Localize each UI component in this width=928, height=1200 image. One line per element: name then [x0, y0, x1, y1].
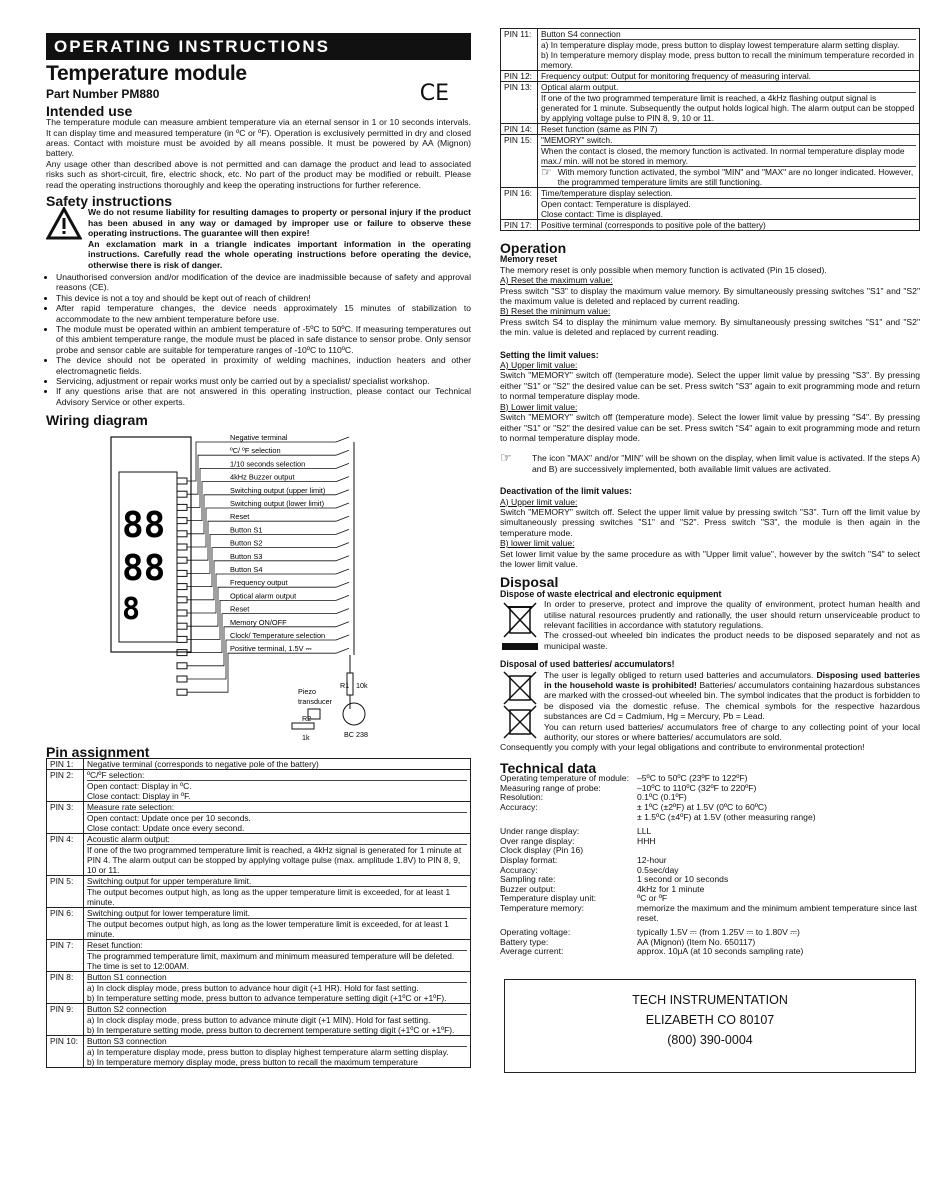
- tech-value: 0.5sec/day: [637, 864, 679, 875]
- pin-number: PIN 14:: [501, 124, 538, 135]
- disposal-closing: Consequently you comply with your legal obligations and contribute to environmental protection!: [500, 742, 865, 753]
- pin-line: Button S2 connection: [87, 1004, 467, 1015]
- deact-lower-title: B) lower limit value:: [500, 538, 575, 549]
- pin-description: [538, 124, 920, 135]
- pin-description: [538, 82, 920, 124]
- pin-line: a) In clock display mode, press button to advance hour digit (+1 HR). Hold for fast setting. b) In temperature setting mode, press button to advance temperature setting digit (+1ºC or +1ºF).: [87, 983, 447, 1003]
- r1-value: 10k: [356, 680, 368, 690]
- tech-label: Under range display:: [500, 826, 580, 837]
- pin-number: PIN 1:: [47, 759, 84, 770]
- pin-line: Acoustic alarm output:: [87, 834, 467, 845]
- tech-value: HHH: [637, 835, 656, 846]
- pin-row: [47, 940, 471, 972]
- pin-line: Open contact: Update once per 10 seconds. Close contact: Update once every second.: [87, 813, 251, 833]
- safety-item: • Unauthorised conversion and/or modification of the device are inadmissible because of safety and approval reasons (CE).: [56, 272, 471, 293]
- pin-line: Switching output for upper temperature limit.: [87, 876, 467, 887]
- crossed-bin-icon: [500, 599, 540, 651]
- tech-value: approx. 10µA (at 10 seconds sampling rate): [637, 946, 804, 957]
- pin-line: Positive terminal (corresponds to positive pole of the battery): [541, 220, 766, 230]
- technical-heading: Technical data: [500, 759, 597, 776]
- pin-number: PIN 13:: [501, 82, 538, 124]
- switch: [336, 489, 349, 494]
- address-line-3: (800) 390-0004: [667, 1032, 753, 1047]
- wiring-label: Button S1: [230, 524, 263, 534]
- limit-note: [500, 450, 920, 474]
- weee-text-1: In order to preserve, protect and improve the quality of environment, protect human health and utilise natural resources prudently and rationally, the user should return unserviceable product to relevant facilities in accordance with statutory regulations.: [544, 599, 920, 630]
- safety-warning-1: We do not resume liability for resulting damages to property or personal injury if the product has been abused in any way or damaged by improper use or failure to observe these operating instructions. The guarantee will then expire!: [88, 207, 471, 239]
- deact-upper-title: A) Upper limit value:: [500, 496, 578, 507]
- battery-text-1: The user is legally obliged to return used batteries and accumulators.: [544, 669, 814, 680]
- weee-text-2: The crossed-out wheeled bin indicates the product needs to be disposed separately and not as municipal waste.: [544, 630, 920, 651]
- wiring-label: Button S2: [230, 538, 263, 548]
- pin-line: Reset function (same as PIN 7): [541, 124, 658, 134]
- tech-value: memorize the maximum and the minimum ambient temperature since last reset.: [637, 903, 917, 923]
- battery-text-1b: Disposing used batteries in the household waste is prohibited!: [544, 669, 920, 691]
- pin-number: PIN 8:: [47, 972, 84, 1004]
- safety-warning-2: An exclamation mark in a triangle indicates important information in the operating instructions. Carefully read the whole operating instructions before operating the device, otherwise there is risk of danger.: [88, 238, 471, 270]
- pin-row: [47, 908, 471, 940]
- upper-limit-title: A) Upper limit value:: [500, 360, 578, 371]
- technical-table: [500, 774, 920, 957]
- right-column: [500, 0, 920, 1073]
- pin-description: [84, 972, 471, 1004]
- pin-number: PIN 12:: [501, 71, 538, 82]
- pin-number: PIN 9:: [47, 1004, 84, 1036]
- ce-mark-icon: CE: [419, 81, 449, 107]
- switch: [336, 621, 349, 626]
- switch: [336, 569, 349, 574]
- page-title: Temperature module: [46, 62, 247, 85]
- tech-value: LLL: [637, 826, 652, 837]
- crossed-bin-battery-icon: [500, 670, 540, 740]
- r2-label: R2: [302, 713, 312, 723]
- display-digits-1: 88: [122, 504, 166, 546]
- tech-label: Temperature display unit:: [500, 893, 597, 904]
- tech-label: Operating temperature of module:: [500, 773, 629, 784]
- disposal-heading: Disposal: [500, 574, 559, 591]
- warning-triangle-icon: [46, 207, 82, 241]
- tech-label: Battery type:: [500, 936, 549, 947]
- safety-heading: Safety instructions: [46, 193, 173, 210]
- module-pin: [177, 504, 187, 510]
- reset-max-text: Press switch "S3" to display the maximum value memory. By simultaneously pressing switches "S1" and "S2" the maximum value is deleted and replaced by current reading.: [500, 285, 920, 307]
- pin-number: PIN 16:: [501, 188, 538, 220]
- pin-line: Negative terminal (corresponds to negative pole of the battery): [87, 759, 319, 769]
- switch: [336, 582, 349, 587]
- wiring-label: Optical alarm output: [230, 590, 297, 600]
- pin-line: ºC/ºF selection:: [87, 770, 467, 781]
- pin-description: [84, 876, 471, 908]
- pin-number: PIN 7:: [47, 940, 84, 972]
- switch: [336, 450, 349, 455]
- module-pin: [177, 530, 187, 536]
- wiring-label: Negative terminal: [230, 432, 288, 442]
- pin-description: [538, 220, 920, 231]
- pin-description: [538, 188, 920, 220]
- pin-description: [84, 770, 471, 802]
- switch: [336, 476, 349, 481]
- pin-number: PIN 17:: [501, 220, 538, 231]
- switch: [336, 463, 349, 468]
- pin-line: Optical alarm output.: [541, 82, 916, 93]
- module-pin: [177, 610, 187, 616]
- module-pin: [177, 662, 187, 668]
- wiring-label: 4kHz Buzzer output: [230, 472, 295, 482]
- pin-row: [47, 802, 471, 834]
- tech-value: AA (Mignon) (Item No. 650117): [637, 936, 756, 947]
- tech-value: ± 1ºC (±2ºF) at 1.5V (0ºC to 60ºC): [637, 802, 767, 813]
- memory-intro: The memory reset is only possible when memory function is activated (Pin 15 closed).: [500, 264, 827, 275]
- safety-item: • If any questions arise that are not answered in this operating instruction, please contact our Technical Advisory Service or other experts.: [56, 386, 471, 407]
- intended-use-para-1: The temperature module can measure ambient temperature via an eternal sensor in 1 or 10 seconds intervals. It can display time and measured temperature (in ºC or ºF). Operation is exclusively permitted in dry and closed areas. Contact with moisture must be avoided by all means possible. It must be powered by AA (Mignon) battery.: [46, 117, 471, 159]
- pin-row: [47, 1036, 471, 1068]
- pin-description: [84, 908, 471, 940]
- tech-label: Sampling rate:: [500, 874, 556, 885]
- pin-description: [84, 834, 471, 876]
- pin-description: [84, 1036, 471, 1068]
- pin-line: Reset function:: [87, 940, 467, 951]
- limit-note-text: The icon "MAX" and/or "MIN" will be shown on the display, when limit value is activated. If the steps A) and B) are successively implemented, both available limit values are activated.: [532, 453, 920, 474]
- pin-row: [501, 71, 920, 82]
- pin-line: Measure rate selection:: [87, 802, 467, 813]
- tech-value: 12-hour: [637, 855, 667, 866]
- tech-label: Accuracy:: [500, 864, 538, 875]
- pin-row: [501, 29, 920, 71]
- address-box: [504, 979, 916, 1073]
- pin-line: The output becomes output high, as long as the lower temperature limit is exceeded, for at least 1 minute.: [87, 919, 449, 939]
- switch: [336, 648, 349, 653]
- switch: [336, 608, 349, 613]
- tech-label: Over range display:: [500, 835, 575, 846]
- pin-description: [538, 29, 920, 71]
- tech-label: Accuracy:: [500, 802, 538, 813]
- module-pin: [177, 517, 187, 523]
- pin-row: [47, 759, 471, 770]
- pointing-hand-icon: ☞: [541, 165, 552, 179]
- lower-limit-text: Switch "MEMORY" switch off (temperature mode). Select the lower limit value by pressing "S4". By pressing either "S1" or "S2" the desired value can be set. Press switch "S4" again to exit programming mode and return to normal temperature display mode.: [500, 412, 920, 443]
- tech-value: 1 second or 10 seconds: [637, 874, 729, 885]
- switch: [336, 635, 349, 640]
- weee-heading: Dispose of waste electrical and electronic equipment: [500, 588, 722, 599]
- transducer-label: transducer: [298, 696, 332, 706]
- pin-line: If one of the two programmed temperature limit is reached, a 4kHz signal is generated for 1 minute at PIN 4. The alarm output can be stopped by applying voltage pulse (max. amplitude 1.8V) to PIN 8, 9, 10 or 11.: [87, 845, 462, 875]
- safety-warning: [46, 207, 471, 269]
- switch: [336, 516, 349, 521]
- pin-number: PIN 4:: [47, 834, 84, 876]
- intended-use-para-2: Any usage other than described above is not permitted and can damage the product and lead to associated risks such as short-circuit, fire, electric shock, etc. No part of the product may be modified or rebuilt. Please read the operating instructions thoroughly and keep the operating instructions for further reference.: [46, 158, 471, 190]
- tech-value: –10ºC to 110ºC (32ºF to 220ºF): [637, 782, 757, 793]
- pin-row: [47, 770, 471, 802]
- safety-list: [46, 272, 471, 407]
- pin-table-left: [46, 758, 471, 1068]
- tech-label: [500, 813, 633, 828]
- tech-value: [637, 846, 920, 856]
- wiring-label: Frequency output: [230, 577, 288, 587]
- lower-limit-title: B) Lower limit value:: [500, 401, 578, 412]
- safety-item: • After rapid temperature changes, the device needs approximately 15 minutes of stabilization to accommodate to the new ambient temperature before use.: [56, 303, 471, 324]
- wiring-label: Button S3: [230, 551, 263, 561]
- display-digits-2: 88: [122, 547, 166, 589]
- r2-value: 1k: [302, 732, 310, 742]
- pin-line: The programmed temperature limit, maximum and minimum measured temperature will be deleted. The time is set to 12:00AM.: [87, 951, 455, 971]
- module-pin: [177, 478, 187, 484]
- pin-line: Frequency output: Output for monitoring frequency of measuring interval.: [541, 71, 812, 81]
- pin-assignment-heading: Pin assignment: [46, 743, 150, 760]
- tech-label: Buzzer output:: [500, 883, 556, 894]
- pin-number: PIN 5:: [47, 876, 84, 908]
- operation-heading: Operation: [500, 240, 567, 256]
- tech-label: Display format:: [500, 855, 558, 866]
- pin-line: If one of the two programmed temperature limit is reached, a 4kHz flashing output signal is generated for 1 minute. Subsequently the output holds logical high. The alarm output can be stopped by applying voltage pulse to PIN 8, 9, 10 or 11.: [541, 93, 915, 123]
- upper-limit-text: Switch "MEMORY" switch off (temperature mode). Select the upper limit value by pressing "S3". By pressing either "S1" or "S2" the desired value can be set. Press switch "S3" again to exit programming mode and return to normal temperature display mode.: [500, 370, 920, 402]
- pin-description: [84, 1004, 471, 1036]
- wiring-label: ºC/ ºF selection: [230, 445, 281, 455]
- pin-note-text: With memory function activated, the symbol "MIN" and "MAX" are no longer indicated. However, the programmed temperature limits are still functioning.: [557, 167, 914, 187]
- wiring-diagram: [46, 427, 471, 745]
- tech-value: 4kHz for 1 minute: [637, 883, 705, 894]
- module-pin: [177, 596, 187, 602]
- pin-line: "MEMORY" switch.: [541, 135, 916, 146]
- transistor-label: BC 238: [344, 729, 368, 739]
- wiring-label: Positive terminal, 1.5V ⎓: [230, 643, 312, 653]
- pin-line: Open contact: Temperature is displayed. Close contact: Time is displayed.: [541, 199, 691, 219]
- pin-description: [84, 940, 471, 972]
- pin-line: a) In clock display mode, press button to advance minute digit (+1 MIN). Hold for fast setting. b) In temperature setting mode, press button to decrement temperature setting digit (+1ºC or +1ºF).: [87, 1015, 455, 1035]
- limits-heading: Setting the limit values:: [500, 349, 599, 360]
- pin-row: [501, 82, 920, 124]
- pointing-hand-icon: ☞: [500, 450, 512, 466]
- tech-label: Measuring range of probe:: [500, 782, 601, 793]
- switch: [336, 595, 349, 600]
- tech-label: Average current:: [500, 946, 564, 957]
- module-pin: [177, 636, 187, 642]
- switch: [336, 503, 349, 508]
- wiring-label: Switching output (lower limit): [230, 498, 325, 508]
- pin-row: [501, 220, 920, 231]
- switch: [336, 555, 349, 560]
- battery-text-2: Batteries/ accumulators containing hazardous substances are marked with the crossed-out wheeled bin. The symbol indicates that the product is forbidden to be disposed via the domestic refuse. The chemical symbols for the respective hazardous substances are Cd = Cadmium, Hg = Mercury, Pb = Lead.: [544, 680, 920, 722]
- battery-block: [500, 670, 920, 743]
- safety-item: • The device should not be operated in proximity of welding machines, induction heaters and other electromagnetic fields.: [56, 355, 471, 376]
- intended-use-heading: Intended use: [46, 102, 133, 119]
- pin-line: When the contact is closed, the memory function is activated. In normal temperature display mode max./ min. will not be stored in memory.: [541, 146, 916, 167]
- pin-line: a) In temperature display mode, press button to display highest temperature alarm setting display. b) In temperature memory display mode, press button to recall the maximum temperature: [87, 1047, 449, 1067]
- weee-block: [500, 599, 920, 651]
- pin-number: PIN 10:: [47, 1036, 84, 1068]
- battery-heading: Disposal of used batteries/ accumulators!: [500, 659, 675, 670]
- pin-number: PIN 2:: [47, 770, 84, 802]
- pin-line: a) In temperature display mode, press button to display lowest temperature alarm setting display. b) In temperature memory display mode, press button to recall the minimum temperature recorded in memory.: [541, 40, 914, 70]
- deactivation-heading: Deactivation of the limit values:: [500, 486, 632, 497]
- pin-number: PIN 6:: [47, 908, 84, 940]
- pin-note: [541, 167, 916, 187]
- memory-reset-heading: Memory reset: [500, 254, 558, 265]
- tech-label: Resolution:: [500, 792, 543, 803]
- wiring-label: Reset: [230, 511, 250, 521]
- pin-row: [501, 124, 920, 135]
- wiring-label: Clock/ Temperature selection: [230, 630, 326, 640]
- tech-value: –5ºC to 50ºC (23ºF to 122ºF): [637, 773, 748, 784]
- tech-label: Temperature memory:: [500, 903, 585, 913]
- deact-upper-text: Switch "MEMORY" switch off. Select the upper limit value by pressing switch "S3". Turn off the limit value by simultaneously pressing switches "S1" and "S2". Press switch "S3", the module is then again in the temperature mode.: [500, 506, 920, 538]
- wiring-heading: Wiring diagram: [46, 412, 148, 429]
- switch: [336, 542, 349, 547]
- wiring-label: Switching output (upper limit): [230, 485, 326, 495]
- pin-table-right: [500, 28, 920, 231]
- wiring-label: Button S4: [230, 564, 263, 574]
- battery-text-3: You can return used batteries/ accumulators free of charge to any collecting point of your local authority, our stores or where batteries/ accumulators are sold.: [544, 721, 920, 743]
- pin-line: Button S4 connection: [541, 29, 916, 40]
- module-pin: [177, 676, 187, 682]
- pin-row: [47, 1004, 471, 1036]
- piezo-label: Piezo: [298, 686, 316, 696]
- tech-value: 0.1ºC (0.1ºF): [637, 792, 687, 803]
- module-pin: [177, 623, 187, 629]
- tech-value: typically 1.5V ⎓ (from 1.25V ⎓ to 1.80V ⎓): [637, 927, 800, 938]
- pin-line: Switching output for lower temperature limit.: [87, 908, 467, 919]
- pin-line: Button S3 connection: [87, 1036, 467, 1047]
- module-pin: [177, 583, 187, 589]
- reset-min-text: Press switch S4 to display the minimum value memory. By simultaneously pressing switches "S1" and "S2" the min. value is deleted and replaced by current reading.: [500, 316, 920, 338]
- deact-lower-text: Set lower limit value by the same procedure as with "Upper limit value", however by the switch "S4" to select the lower limit value.: [500, 548, 920, 569]
- safety-item: • This device is not a toy and should be kept out of reach of children!: [56, 293, 471, 303]
- pin-line: The output becomes output high, as long as the upper temperature limit is exceeded, for at least 1 minute.: [87, 887, 451, 907]
- banner: OPERATING INSTRUCTIONS: [46, 33, 471, 60]
- wiring-label: 1/10 seconds selection: [230, 458, 306, 468]
- pin-row: [501, 135, 920, 188]
- module-pin: [177, 491, 187, 497]
- pin-description: [84, 802, 471, 834]
- pin-line: Time/temperature display selection.: [541, 188, 916, 199]
- r1-label: R1: [340, 680, 350, 690]
- pin-description: [538, 71, 920, 82]
- tech-value: ºC or ºF: [637, 893, 668, 904]
- safety-item: • Servicing, adjustment or repair works must only be carried out by a specialist/ specialist workshop.: [56, 376, 471, 386]
- tech-value: ± 1.5ºC (±4ºF) at 1.5V (other measuring range): [637, 811, 816, 822]
- wiring-label: Reset: [230, 604, 250, 614]
- switch: [336, 437, 349, 442]
- part-number: Part Number PM880: [46, 87, 160, 102]
- left-column: [46, 0, 471, 1068]
- pin-number: PIN 11:: [501, 29, 538, 71]
- pin-line: Open contact: Display in ºC. Close contact: Display in ºF.: [87, 781, 192, 801]
- pin-number: PIN 3:: [47, 802, 84, 834]
- module-pin: [177, 689, 187, 695]
- display-digits-3: 8: [122, 591, 141, 627]
- address-line-1: TECH INSTRUMENTATION: [632, 992, 788, 1007]
- pin-row: [501, 188, 920, 220]
- reset-max-title: A) Reset the maximum value:: [500, 275, 613, 286]
- address-line-2: ELIZABETH CO 80107: [645, 1012, 775, 1027]
- module-pin: [177, 544, 187, 550]
- pin-row: [47, 972, 471, 1004]
- module-pin: [177, 557, 187, 563]
- tech-label: Operating voltage:: [500, 927, 571, 938]
- pin-description: [538, 135, 920, 188]
- part-row: [46, 81, 471, 107]
- wiring-label: Memory ON/OFF: [230, 617, 287, 627]
- pin-row: [47, 876, 471, 908]
- module-pin: [177, 570, 187, 576]
- pin-number: PIN 15:: [501, 135, 538, 188]
- switch: [336, 529, 349, 534]
- reset-min-title: B) Reset the minimum value:: [500, 306, 611, 317]
- pin-description: [84, 759, 471, 770]
- pin-line: Button S1 connection: [87, 972, 467, 983]
- pin-row: [47, 834, 471, 876]
- tech-label: Clock display (Pin 16): [500, 845, 584, 856]
- safety-item: • The module must be operated within an ambient temperature of -5ºC to 50ºC. If measuring temperatures out of this ambient temperature range, the module must be placed in safe distance to sensor probe. Only sensor probe and sensor cable are suitable for temperature ranges of -10ºC to 110ºC.: [56, 324, 471, 355]
